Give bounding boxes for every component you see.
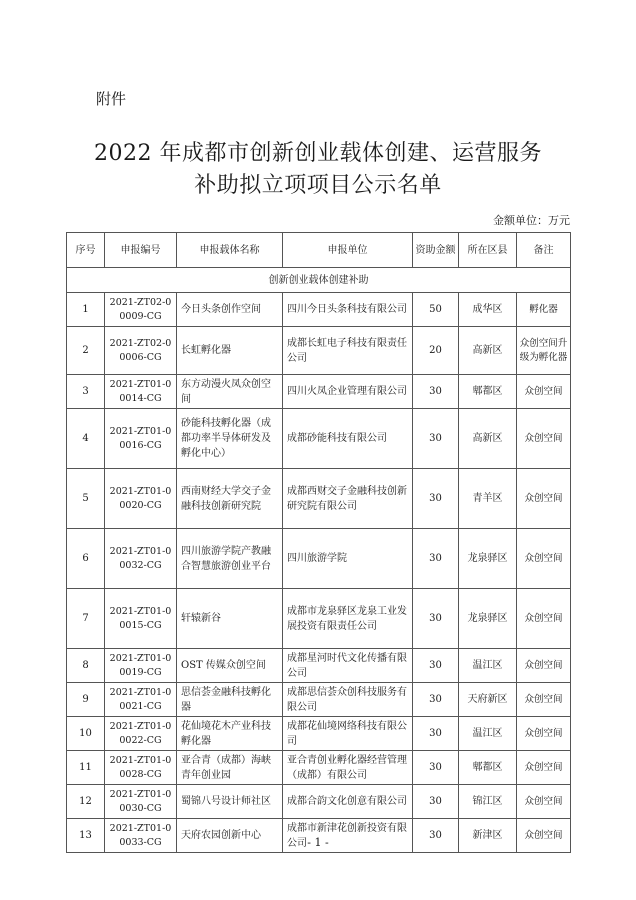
row-code: 2021-ZT02-00006-CG xyxy=(105,327,177,375)
row-name: 西南财经大学交子金融科技创新研究院 xyxy=(177,469,283,529)
row-note: 众创空间 xyxy=(517,529,571,589)
row-district: 锦江区 xyxy=(459,785,517,819)
row-seq: 10 xyxy=(67,717,105,751)
table-row xyxy=(67,469,571,529)
row-code: 2021-ZT01-00028-CG xyxy=(105,751,177,785)
row-district: 温江区 xyxy=(459,717,517,751)
row-name: 天府农园创新中心 xyxy=(177,819,283,853)
row-unit: 亚合青创业孵化器经营管理（成都）有限公司 xyxy=(283,751,413,785)
row-district: 郫都区 xyxy=(459,751,517,785)
row-unit: 四川今日头条科技有限公司 xyxy=(283,293,413,327)
row-note: 众创空间 xyxy=(517,649,571,683)
row-unit: 成都合韵文化创意有限公司 xyxy=(283,785,413,819)
row-seq: 4 xyxy=(67,409,105,469)
row-amount: 30 xyxy=(413,649,459,683)
row-name: 思信荟金融科技孵化器 xyxy=(177,683,283,717)
header-unit: 申报单位 xyxy=(283,233,413,268)
row-seq: 13 xyxy=(67,819,105,853)
row-code: 2021-ZT01-00032-CG xyxy=(105,529,177,589)
row-amount: 30 xyxy=(413,375,459,409)
row-unit: 成都西财交子金融科技创新研究院有限公司 xyxy=(283,469,413,529)
row-amount: 30 xyxy=(413,409,459,469)
row-amount: 30 xyxy=(413,529,459,589)
row-amount: 30 xyxy=(413,785,459,819)
table-row xyxy=(67,375,571,409)
row-amount: 30 xyxy=(413,683,459,717)
row-district: 青羊区 xyxy=(459,469,517,529)
row-district: 郫都区 xyxy=(459,375,517,409)
row-district: 成华区 xyxy=(459,293,517,327)
document-title-line2: 补助拟立项项目公示名单 xyxy=(194,173,442,198)
section-title: 创新创业载体创建补助 xyxy=(67,268,571,293)
row-note: 众创空间 xyxy=(517,819,571,853)
row-note: 众创空间 xyxy=(517,785,571,819)
row-district: 龙泉驿区 xyxy=(459,589,517,649)
row-unit: 成都砂能科技有限公司 xyxy=(283,409,413,469)
row-note: 众创空间升级为孵化器 xyxy=(517,327,571,375)
row-unit: 成都花仙境网络科技有限公司 xyxy=(283,717,413,751)
table-header-row xyxy=(67,233,571,268)
row-amount: 30 xyxy=(413,819,459,853)
row-seq: 8 xyxy=(67,649,105,683)
row-amount: 20 xyxy=(413,327,459,375)
row-code: 2021-ZT01-00021-CG xyxy=(105,683,177,717)
row-seq: 12 xyxy=(67,785,105,819)
row-district: 高新区 xyxy=(459,327,517,375)
amount-unit-note: 金额单位：万元 xyxy=(493,214,570,227)
table-row xyxy=(67,785,571,819)
row-name: 东方动漫火凤众创空间 xyxy=(177,375,283,409)
row-code: 2021-ZT02-00009-CG xyxy=(105,293,177,327)
row-unit: 成都思信荟众创科技服务有限公司 xyxy=(283,683,413,717)
row-seq: 3 xyxy=(67,375,105,409)
row-seq: 11 xyxy=(67,751,105,785)
header-seq: 序号 xyxy=(67,233,105,268)
table-row xyxy=(67,717,571,751)
row-unit: 四川火凤企业管理有限公司 xyxy=(283,375,413,409)
row-unit: 四川旅游学院 xyxy=(283,529,413,589)
header-amount: 资助金额 xyxy=(413,233,459,268)
table-row xyxy=(67,683,571,717)
row-name: 四川旅游学院产教融合智慧旅游创业平台 xyxy=(177,529,283,589)
row-name: 亚合青（成都）海峡青年创业园 xyxy=(177,751,283,785)
row-unit: 成都长虹电子科技有限责任公司 xyxy=(283,327,413,375)
row-note: 众创空间 xyxy=(517,751,571,785)
row-amount: 30 xyxy=(413,751,459,785)
row-unit: 成都市龙泉驿区龙泉工业发展投资有限责任公司 xyxy=(283,589,413,649)
row-seq: 1 xyxy=(67,293,105,327)
row-note: 孵化器 xyxy=(517,293,571,327)
table-row xyxy=(67,751,571,785)
table-row xyxy=(67,327,571,375)
row-note: 众创空间 xyxy=(517,683,571,717)
row-note: 众创空间 xyxy=(517,717,571,751)
row-name: 今日头条创作空间 xyxy=(177,293,283,327)
row-code: 2021-ZT01-00030-CG xyxy=(105,785,177,819)
header-note: 备注 xyxy=(517,233,571,268)
row-amount: 30 xyxy=(413,469,459,529)
row-name: 长虹孵化器 xyxy=(177,327,283,375)
section-row xyxy=(67,268,571,293)
project-list-table xyxy=(66,232,571,853)
row-district: 温江区 xyxy=(459,649,517,683)
row-code: 2021-ZT01-00015-CG xyxy=(105,589,177,649)
row-code: 2021-ZT01-00019-CG xyxy=(105,649,177,683)
row-district: 新津区 xyxy=(459,819,517,853)
row-name: 砂能科技孵化器（成都功率半导体研发及孵化中心） xyxy=(177,409,283,469)
table-row xyxy=(67,649,571,683)
row-amount: 50 xyxy=(413,293,459,327)
row-amount: 30 xyxy=(413,717,459,751)
row-note: 众创空间 xyxy=(517,409,571,469)
header-district: 所在区县 xyxy=(459,233,517,268)
row-code: 2021-ZT01-00022-CG xyxy=(105,717,177,751)
row-seq: 7 xyxy=(67,589,105,649)
row-code: 2021-ZT01-00033-CG xyxy=(105,819,177,853)
table-row xyxy=(67,409,571,469)
row-code: 2021-ZT01-00020-CG xyxy=(105,469,177,529)
table-row xyxy=(67,589,571,649)
row-district: 天府新区 xyxy=(459,683,517,717)
row-name: 蜀锦八号设计师社区 xyxy=(177,785,283,819)
table-row xyxy=(67,529,571,589)
row-district: 高新区 xyxy=(459,409,517,469)
row-note: 众创空间 xyxy=(517,469,571,529)
row-code: 2021-ZT01-00016-CG xyxy=(105,409,177,469)
page-number: - 1 - xyxy=(307,836,329,849)
row-name: OST 传媒众创空间 xyxy=(177,649,283,683)
row-note: 众创空间 xyxy=(517,589,571,649)
attachment-label: 附件 xyxy=(96,90,127,108)
row-amount: 30 xyxy=(413,589,459,649)
row-name: 花仙境花木产业科技孵化器 xyxy=(177,717,283,751)
row-code: 2021-ZT01-00014-CG xyxy=(105,375,177,409)
row-unit: 成都星河时代文化传播有限公司 xyxy=(283,649,413,683)
row-seq: 9 xyxy=(67,683,105,717)
row-district: 龙泉驿区 xyxy=(459,529,517,589)
row-note: 众创空间 xyxy=(517,375,571,409)
row-name: 轩辕新谷 xyxy=(177,589,283,649)
row-unit: 成都市新津花创新投资有限公司 xyxy=(283,819,413,853)
row-seq: 6 xyxy=(67,529,105,589)
table-row xyxy=(67,293,571,327)
header-code: 申报编号 xyxy=(105,233,177,268)
row-seq: 5 xyxy=(67,469,105,529)
header-name: 申报载体名称 xyxy=(177,233,283,268)
document-title-line1: 2022 年成都市创新创业载体创建、运营服务 xyxy=(94,141,542,166)
row-seq: 2 xyxy=(67,327,105,375)
